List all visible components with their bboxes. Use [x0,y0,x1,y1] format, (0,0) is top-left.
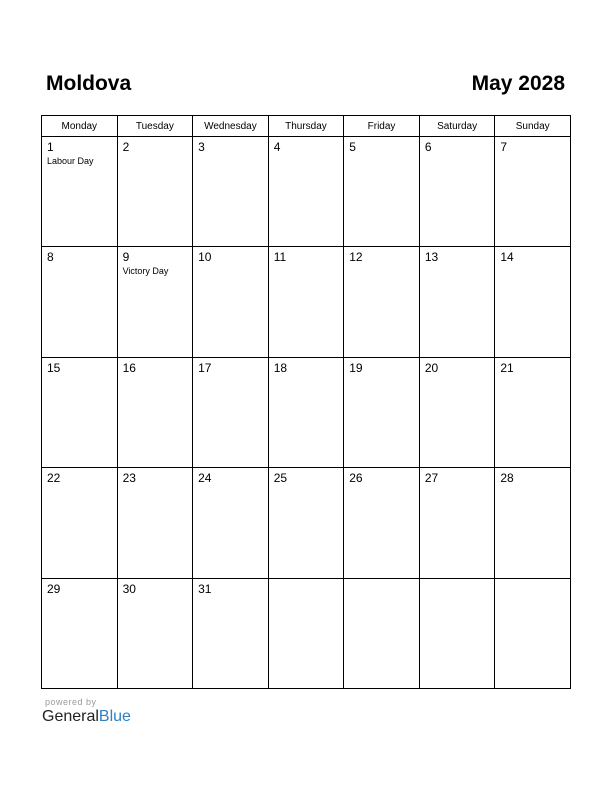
day-number: 7 [500,140,508,154]
weekday-saturday: Saturday [419,116,495,137]
day-number: 2 [122,140,130,154]
day-cell [419,468,495,578]
day-cell [419,137,495,247]
day-cell [268,468,344,578]
day-cell [42,247,118,357]
day-number: 30 [122,581,136,596]
day-cell [495,137,571,247]
week-row [42,357,571,467]
day-number: 18 [273,360,288,375]
day-number: 1 [47,140,54,154]
day-cell [117,357,193,467]
day-number: 24 [198,471,212,486]
day-cell [193,137,269,247]
day-cell [117,468,193,578]
day-cell [42,137,118,247]
day-cell [193,578,269,688]
day-number: 10 [198,250,212,265]
day-number: 15 [47,360,61,375]
day-number: 3 [198,140,205,154]
day-cell [495,357,571,467]
day-number: 27 [424,471,439,486]
week-row [42,578,571,688]
day-number: 19 [349,360,363,375]
day-cell [419,578,495,688]
day-cell [117,137,193,247]
day-number: 9 [122,250,130,265]
day-number: 5 [349,140,356,154]
generalblue-logo [42,708,131,726]
day-cell [419,247,495,357]
day-cell [42,468,118,578]
day-number: 17 [198,360,212,375]
weekday-wednesday: Wednesday [193,116,269,137]
day-cell [344,468,420,578]
day-cell [268,578,344,688]
weekday-thursday: Thursday [268,116,344,137]
powered-by-text: powered by [45,697,97,707]
day-cell [42,578,118,688]
day-number: 23 [122,471,136,486]
day-number: 11 [273,250,287,265]
day-number: 21 [500,360,514,375]
logo-text-general: General [42,708,99,725]
month-year-title: May 2028 [471,72,565,95]
day-number: 12 [349,250,363,265]
footer-branding [42,697,131,726]
day-cell [268,357,344,467]
weekday-sunday: Sunday [495,116,571,137]
day-cell [268,247,344,357]
day-cell [344,357,420,467]
day-cell [42,357,118,467]
calendar-grid [41,115,571,689]
week-row [42,247,571,357]
day-number: 28 [500,471,514,486]
day-number: 29 [47,581,61,596]
day-number: 16 [122,360,136,375]
day-number: 8 [47,250,54,265]
weekday-monday: Monday [42,116,118,137]
day-cell [344,578,420,688]
day-cell [344,247,420,357]
day-cell [495,247,571,357]
weekday-friday: Friday [344,116,420,137]
day-number: 6 [424,140,432,154]
holiday-label: Labour Day [47,156,94,166]
day-number: 22 [47,471,61,486]
day-cell [268,137,344,247]
week-row [42,137,571,247]
day-number: 14 [500,250,514,265]
country-title: Moldova [46,72,132,95]
day-number: 31 [198,581,212,596]
day-cell [193,357,269,467]
day-cell [193,468,269,578]
weekday-tuesday: Tuesday [117,116,193,137]
day-number: 4 [273,140,281,154]
day-cell [117,578,193,688]
day-number: 20 [424,360,439,375]
day-cell [344,137,420,247]
day-cell [117,247,193,357]
day-cell [193,247,269,357]
day-number: 26 [349,471,363,486]
day-cell [419,357,495,467]
day-cell [495,468,571,578]
day-number: 13 [424,250,439,265]
day-cell [495,578,571,688]
logo-text-blue: Blue [98,708,131,725]
holiday-label: Victory Day [122,266,169,277]
day-number: 25 [273,471,288,486]
week-row [42,468,571,578]
weekday-header-row [42,116,571,137]
